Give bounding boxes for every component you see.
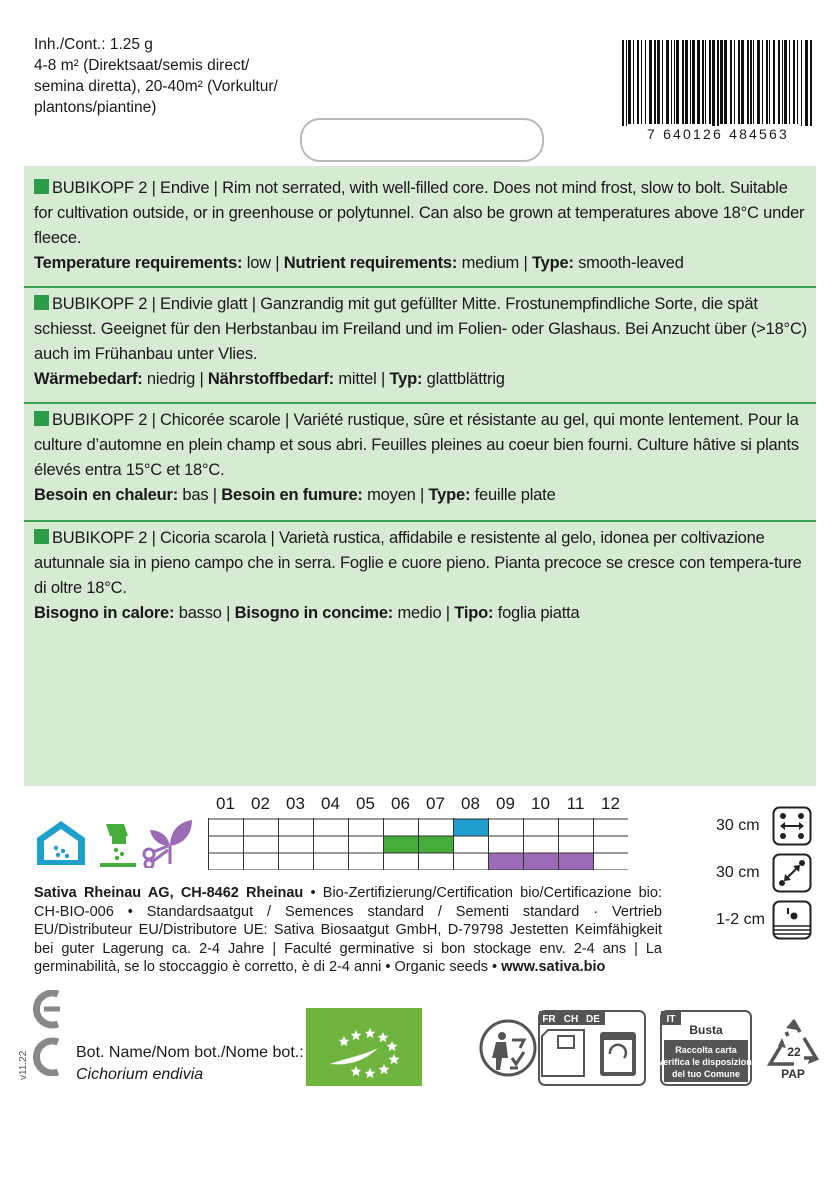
triman-sorting-info-icon bbox=[538, 1010, 646, 1091]
barcode-bar bbox=[712, 40, 715, 130]
divider bbox=[24, 520, 816, 522]
barcode-bar bbox=[645, 40, 646, 124]
greenhouse-sowing-icon bbox=[34, 818, 88, 873]
it-line: del tuo Comune bbox=[672, 1069, 740, 1079]
divider bbox=[24, 402, 816, 404]
company-details: • Bio-Zertifizierung/Certification bio/Certificazione bio: CH-BIO-006 • Standardsaatgut / Semences standard / Sementi standard · Vertrieb EU/Distributeur EU/Distributore UE: Sativa Biosaatgut GmbH, D-79798 Jestetten Keimfähigkeit bei guter Lagerung ca. 2-4 Jahre | Faculté germinative si bon stockage env. 2-4 ans | La germinabilità, se lo stoccaggio è corretto, è di 2-4 anni • Organic seeds • bbox=[34, 885, 662, 975]
country-ch: CH bbox=[563, 1014, 579, 1025]
requirement-value: niedrig | bbox=[142, 370, 208, 388]
requirement-value: feuille plate bbox=[470, 486, 556, 504]
month-label: 05 bbox=[356, 794, 375, 813]
version-code: v11.22 bbox=[18, 1050, 29, 1080]
barcode-bar bbox=[801, 40, 802, 130]
botanical-label: Bot. Name/Nom bot./Nome bot.: bbox=[76, 1044, 304, 1061]
plant-spacing-icon bbox=[772, 853, 812, 898]
barcode-bar bbox=[784, 40, 787, 124]
barcode-bar bbox=[717, 40, 719, 130]
barcode-bar bbox=[778, 40, 780, 124]
direct-sowing-icon bbox=[98, 822, 138, 873]
pap-label: PAP bbox=[781, 1067, 805, 1081]
month-label: 04 bbox=[321, 794, 340, 813]
italy-paper-collection-icon bbox=[660, 1010, 752, 1091]
it-line: Verifica le disposizioni bbox=[660, 1057, 752, 1067]
barcode-bar bbox=[750, 40, 752, 124]
requirement-value: medio | bbox=[393, 604, 455, 622]
harvest-scissors-icon bbox=[140, 816, 196, 873]
barcode-bar bbox=[674, 40, 675, 124]
pap-recycling-icon bbox=[764, 1016, 822, 1087]
calendar-cell-active bbox=[558, 853, 593, 870]
description-panel bbox=[24, 166, 816, 786]
barcode-bar bbox=[810, 40, 812, 130]
barcode-digits: 7 640126 484563 bbox=[620, 126, 816, 142]
barcode-bar bbox=[637, 40, 639, 124]
month-label: 02 bbox=[251, 794, 270, 813]
barcode-bars bbox=[620, 40, 816, 130]
botanical-latin: Cichorium endivia bbox=[76, 1066, 204, 1083]
row-spacing-icon bbox=[772, 806, 812, 851]
barcode-bar bbox=[741, 40, 744, 124]
month-label: 12 bbox=[601, 794, 620, 813]
requirement-value: smooth-leaved bbox=[573, 254, 684, 272]
content-info bbox=[34, 34, 304, 118]
requirement-label: Bisogno in calore: bbox=[34, 604, 175, 622]
country-fr: FR bbox=[542, 1014, 556, 1025]
sowing-calendar-grid bbox=[208, 818, 628, 870]
barcode-bar bbox=[692, 40, 695, 124]
month-label: 03 bbox=[286, 794, 305, 813]
calendar-cell-active bbox=[523, 853, 558, 870]
requirement-value: foglia piatta bbox=[493, 604, 580, 622]
plant-spacing-value: 30 cm bbox=[716, 864, 760, 881]
eu-organic-logo-icon bbox=[306, 1008, 422, 1091]
content-line: plantons/piantine) bbox=[34, 99, 157, 116]
barcode-bar bbox=[762, 40, 763, 124]
it-line: Raccolta carta bbox=[675, 1045, 737, 1055]
description-text: BUBIKOPF 2 | Chicorée scarole | Variété rustique, sûre et résistante au gel, qui monte lentement. Pour la culture d’automne en plein champ et sous abri. Feuilles pleines au coeur bien fourni. Culture hâtive si plants élevés entra 15°C et 18°C. bbox=[34, 411, 799, 479]
barcode-bar bbox=[793, 40, 795, 124]
requirement-label: Temperature requirements: bbox=[34, 254, 243, 272]
barcode-bar bbox=[654, 40, 656, 124]
barcode-bar bbox=[782, 40, 783, 124]
barcode-bar bbox=[628, 40, 631, 124]
calendar-cell-active bbox=[488, 853, 523, 870]
barcode-bar bbox=[730, 40, 732, 124]
requirement-value: low | bbox=[242, 254, 284, 272]
barcode-bar bbox=[622, 40, 624, 130]
triman-recycling-icon bbox=[478, 1018, 538, 1083]
month-label: 09 bbox=[496, 794, 515, 813]
website-link[interactable]: www.sativa.bio bbox=[501, 959, 606, 975]
content-line: 4-8 m² (Direktsaat/semis direct/ bbox=[34, 57, 250, 74]
barcode-bar bbox=[747, 40, 749, 124]
barcode-bar bbox=[705, 40, 706, 124]
description-it bbox=[34, 526, 808, 626]
barcode-bar bbox=[690, 40, 691, 124]
month-label: 07 bbox=[426, 794, 445, 813]
calendar-cell-active bbox=[383, 836, 418, 853]
pap-number: 22 bbox=[787, 1045, 801, 1059]
row-spacing-value: 30 cm bbox=[716, 817, 760, 834]
barcode-bar bbox=[797, 40, 798, 124]
description-de bbox=[34, 292, 808, 392]
green-square-icon bbox=[34, 529, 49, 544]
barcode-bar bbox=[676, 40, 679, 124]
requirement-label: Besoin en fumure: bbox=[221, 486, 363, 504]
barcode-bar bbox=[753, 40, 754, 124]
sowing-depth-icon bbox=[772, 900, 812, 945]
month-label: 10 bbox=[531, 794, 550, 813]
barcode-bar bbox=[702, 40, 704, 124]
green-square-icon bbox=[34, 411, 49, 426]
barcode-bar bbox=[709, 40, 711, 124]
barcode-bar bbox=[766, 40, 768, 124]
description-en bbox=[34, 176, 808, 276]
green-square-icon bbox=[34, 179, 49, 194]
company-name: Sativa Rheinau AG, CH-8462 Rheinau bbox=[34, 885, 304, 901]
month-label: 08 bbox=[461, 794, 480, 813]
country-it: IT bbox=[666, 1014, 676, 1025]
barcode-bar bbox=[697, 40, 700, 124]
barcode-bar bbox=[734, 40, 735, 124]
company-info bbox=[34, 884, 662, 977]
requirement-label: Nährstoffbedarf: bbox=[207, 370, 334, 388]
barcode-bar bbox=[805, 40, 808, 130]
barcode-bar bbox=[657, 40, 660, 124]
ce-mark-icon bbox=[28, 990, 64, 1081]
barcode-bar bbox=[720, 40, 723, 124]
requirement-label: Wärmebedarf: bbox=[34, 370, 143, 388]
description-text: BUBIKOPF 2 | Endive | Rim not serrated, with well-filled core. Does not mind frost, slow to bolt. Suitable for cultivation outside, or in greenhouse or polytunnel. Can also be grown at temperatures above 18°C under fleece. bbox=[34, 179, 805, 247]
content-line: semina diretta), 20-40m² (Vorkultur/ bbox=[34, 78, 278, 95]
barcode-bar bbox=[626, 40, 627, 130]
requirement-label: Nutrient requirements: bbox=[283, 254, 458, 272]
green-square-icon bbox=[34, 295, 49, 310]
barcode-bar bbox=[633, 40, 634, 124]
barcode-bar bbox=[789, 40, 790, 124]
barcode-bar bbox=[649, 40, 652, 124]
calendar-cell-active bbox=[453, 819, 488, 836]
barcode-bar bbox=[666, 40, 669, 124]
requirement-label: Type: bbox=[531, 254, 574, 272]
requirement-label: Bisogno in concime: bbox=[234, 604, 394, 622]
hang-slot bbox=[300, 118, 544, 162]
barcode bbox=[620, 40, 816, 148]
calendar-cell-active bbox=[418, 836, 453, 853]
sowing-depth-value: 1-2 cm bbox=[716, 911, 765, 928]
requirement-label: Type: bbox=[428, 486, 471, 504]
barcode-bar bbox=[738, 40, 740, 124]
month-label: 06 bbox=[391, 794, 410, 813]
barcode-bar bbox=[671, 40, 672, 124]
requirement-label: Typ: bbox=[389, 370, 423, 388]
country-de: DE bbox=[586, 1014, 600, 1025]
it-title: Busta bbox=[689, 1023, 723, 1037]
requirement-value: medium | bbox=[457, 254, 532, 272]
content-line: Inh./Cont.: 1.25 g bbox=[34, 36, 153, 53]
description-fr bbox=[34, 408, 808, 508]
barcode-bar bbox=[641, 40, 642, 124]
barcode-bar bbox=[724, 40, 727, 124]
description-text: BUBIKOPF 2 | Endivie glatt | Ganzrandig mit gut gefüllter Mitte. Frostunempfindliche Sorte, die spät schiesst. Geeignet für den Herbstanbau im Freiland und im Folien- oder Glashaus. Bei Anzucht über (>18°C) auch im Frühanbau unter Vlies. bbox=[34, 295, 807, 363]
barcode-bar bbox=[662, 40, 663, 124]
requirement-value: moyen | bbox=[362, 486, 429, 504]
month-label: 01 bbox=[216, 794, 235, 813]
barcode-bar bbox=[685, 40, 688, 124]
description-text: BUBIKOPF 2 | Cicoria scarola | Varietà rustica, affidabile e resistente al gelo, idonea per coltivazione autunnale sia in pieno campo che in serra. Foglie e cuore pieno. Pianta precoce se cresce con tempera-ture di oltre 18°C. bbox=[34, 529, 802, 597]
requirement-value: basso | bbox=[174, 604, 235, 622]
barcode-bar bbox=[682, 40, 684, 124]
barcode-bar bbox=[773, 40, 775, 124]
requirement-label: Besoin en chaleur: bbox=[34, 486, 179, 504]
requirement-value: mittel | bbox=[333, 370, 390, 388]
divider bbox=[24, 286, 816, 288]
month-label: 11 bbox=[566, 794, 585, 813]
botanical-name bbox=[76, 1042, 304, 1086]
requirement-value: bas | bbox=[178, 486, 222, 504]
requirement-label: Tipo: bbox=[454, 604, 494, 622]
barcode-bar bbox=[757, 40, 760, 124]
requirement-value: glattblättrig bbox=[422, 370, 505, 388]
barcode-bar bbox=[769, 40, 770, 124]
